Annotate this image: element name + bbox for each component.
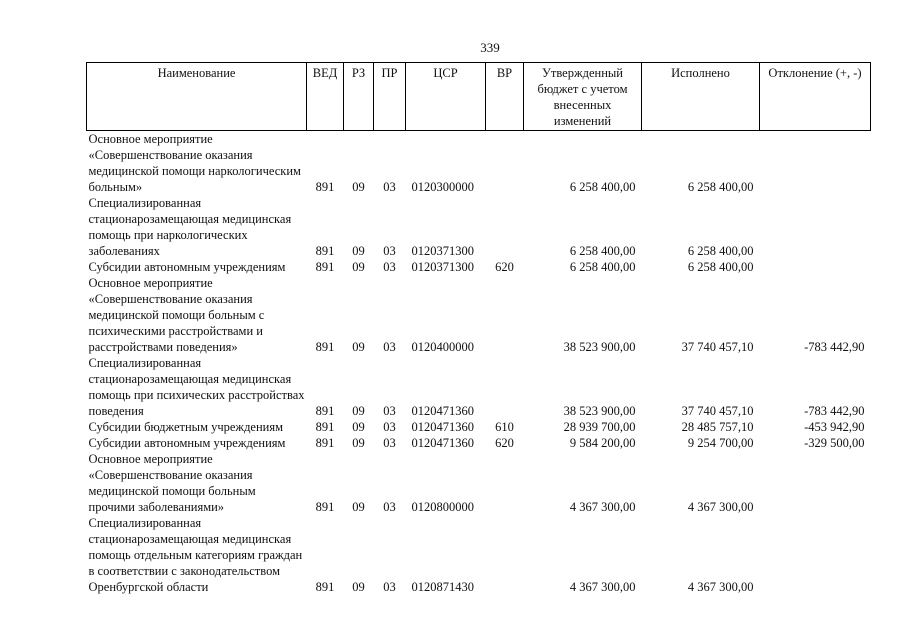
row-approved: 38 523 900,00 <box>563 404 636 418</box>
row-deviation <box>760 131 871 196</box>
table-row <box>87 435 871 451</box>
row-name: Специализированная стационарозамещающая медицинская помощь при психических расстройствах поведения <box>88 356 305 418</box>
row-approved: 6 258 400,00 <box>569 260 636 274</box>
row-executed: 4 367 300,00 <box>687 500 754 514</box>
row-pr: 03 <box>383 260 396 274</box>
row-deviation: -329 500,00 <box>804 436 865 450</box>
row-rz: 09 <box>352 180 365 194</box>
row-deviation: -453 942,90 <box>804 420 865 434</box>
row-csr: 0120371300 <box>411 260 474 274</box>
row-name: Основное мероприятие «Совершенствование оказания медицинской помощи больным с психическими расстройствами и расстройствами поведения» <box>88 276 265 354</box>
row-executed: 37 740 457,10 <box>681 340 754 354</box>
row-rz: 09 <box>352 436 365 450</box>
row-name: Субсидии автономным учреждениям <box>88 436 286 450</box>
table-row <box>87 275 871 355</box>
row-rz: 09 <box>352 260 365 274</box>
row-executed: 37 740 457,10 <box>681 404 754 418</box>
table-row <box>87 451 871 515</box>
row-pr: 03 <box>383 500 396 514</box>
row-csr: 0120800000 <box>411 500 474 514</box>
row-executed: 6 258 400,00 <box>687 244 754 258</box>
header-executed: Исполнено <box>642 63 760 131</box>
row-ved: 891 <box>315 260 335 274</box>
row-executed: 6 258 400,00 <box>687 260 754 274</box>
header-ved: ВЕД <box>307 63 344 131</box>
row-csr: 0120371300 <box>411 244 474 258</box>
row-ved: 891 <box>315 244 335 258</box>
row-name: Специализированная стационарозамещающая медицинская помощь отдельным категориям граждан в соответствии с законодательством Оренбургской области <box>88 516 303 594</box>
row-ved: 891 <box>315 500 335 514</box>
row-vr: 620 <box>495 260 514 274</box>
row-name: Субсидии автономным учреждениям <box>88 260 286 274</box>
table-row <box>87 259 871 275</box>
table-row <box>87 355 871 419</box>
row-rz: 09 <box>352 580 365 594</box>
row-vr: 620 <box>495 436 514 450</box>
row-rz: 09 <box>352 340 365 354</box>
row-csr: 0120871430 <box>411 580 474 594</box>
header-csr: ЦСР <box>406 63 486 131</box>
row-rz: 09 <box>352 404 365 418</box>
row-deviation <box>760 451 871 515</box>
table-row <box>87 419 871 435</box>
row-deviation <box>760 259 871 275</box>
table-body <box>87 131 871 596</box>
table-row <box>87 195 871 259</box>
row-vr: 610 <box>495 420 514 434</box>
row-executed: 6 258 400,00 <box>687 180 754 194</box>
header-pr: ПР <box>374 63 406 131</box>
row-rz: 09 <box>352 420 365 434</box>
table-header-row <box>87 63 871 131</box>
row-pr: 03 <box>383 404 396 418</box>
row-deviation <box>760 515 871 595</box>
row-csr: 0120400000 <box>411 340 474 354</box>
row-approved: 9 584 200,00 <box>569 436 636 450</box>
row-vr <box>486 451 524 515</box>
row-vr <box>486 195 524 259</box>
page-number: 339 <box>480 40 500 55</box>
row-approved: 6 258 400,00 <box>569 244 636 258</box>
row-ved: 891 <box>315 420 335 434</box>
row-csr: 0120471360 <box>411 404 474 418</box>
row-name: Основное мероприятие «Совершенствование оказания медицинской помощи наркологическим больным» <box>88 132 301 194</box>
row-executed: 28 485 757,10 <box>681 420 754 434</box>
header-vr: ВР <box>486 63 524 131</box>
row-name: Основное мероприятие «Совершенствование оказания медицинской помощи больным прочими заболеваниями» <box>88 452 256 514</box>
row-pr: 03 <box>383 580 396 594</box>
row-vr <box>486 515 524 595</box>
row-rz: 09 <box>352 244 365 258</box>
row-vr <box>486 131 524 196</box>
row-executed: 4 367 300,00 <box>687 580 754 594</box>
row-ved: 891 <box>315 580 335 594</box>
row-csr: 0120471360 <box>411 420 474 434</box>
row-pr: 03 <box>383 436 396 450</box>
row-approved: 4 367 300,00 <box>569 500 636 514</box>
row-ved: 891 <box>315 340 335 354</box>
header-rz: РЗ <box>344 63 374 131</box>
row-ved: 891 <box>315 436 335 450</box>
header-deviation: Отклонение (+, -) <box>760 63 871 131</box>
header-name: Наименование <box>87 63 307 131</box>
row-pr: 03 <box>383 244 396 258</box>
budget-table <box>86 62 871 595</box>
row-approved: 38 523 900,00 <box>563 340 636 354</box>
row-approved: 4 367 300,00 <box>569 580 636 594</box>
row-ved: 891 <box>315 180 335 194</box>
header-approved: Утвержденный бюджет с учетом внесенных изменений <box>524 63 642 131</box>
row-ved: 891 <box>315 404 335 418</box>
row-pr: 03 <box>383 180 396 194</box>
row-csr: 0120471360 <box>411 436 474 450</box>
row-csr: 0120300000 <box>411 180 474 194</box>
table-row <box>87 515 871 595</box>
row-name: Специализированная стационарозамещающая медицинская помощь при наркологических заболеваниях <box>88 196 292 258</box>
row-rz: 09 <box>352 500 365 514</box>
row-deviation: -783 442,90 <box>804 340 865 354</box>
row-deviation: -783 442,90 <box>804 404 865 418</box>
table-row <box>87 131 871 196</box>
row-approved: 28 939 700,00 <box>563 420 636 434</box>
row-pr: 03 <box>383 340 396 354</box>
row-vr <box>486 275 524 355</box>
row-approved: 6 258 400,00 <box>569 180 636 194</box>
row-executed: 9 254 700,00 <box>687 436 754 450</box>
row-pr: 03 <box>383 420 396 434</box>
row-vr <box>486 355 524 419</box>
row-deviation <box>760 195 871 259</box>
row-name: Субсидии бюджетным учреждениям <box>88 420 284 434</box>
